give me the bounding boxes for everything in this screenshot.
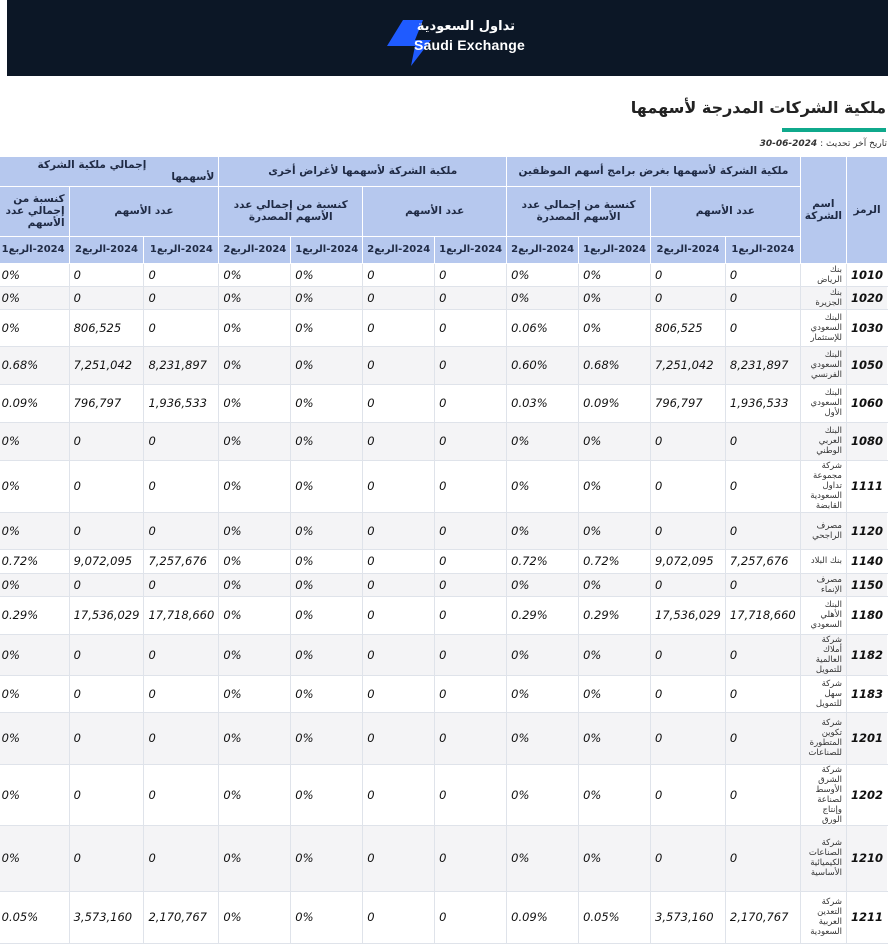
- period-header[interactable]: 2024-الربع2: [651, 236, 726, 263]
- cell-value: 0.72%: [507, 549, 579, 573]
- cell-value: 0%: [219, 422, 291, 460]
- company-code: 1030: [846, 309, 887, 346]
- cell-value: 0%: [219, 263, 291, 286]
- cell-value: 7,251,042: [69, 346, 144, 384]
- company-name[interactable]: شركة تكوين المتطورة للصناعات: [800, 712, 846, 764]
- cell-value: 0.03%: [507, 384, 579, 422]
- cell-value: 0: [651, 512, 726, 549]
- cell-value: 0%: [291, 891, 363, 943]
- company-name[interactable]: البنك السعودي للإستثمار: [800, 309, 846, 346]
- company-code: 1120: [846, 512, 887, 549]
- cell-value: 0: [144, 712, 219, 764]
- cell-value: 0%: [291, 634, 363, 675]
- cell-value: 0: [725, 512, 800, 549]
- cell-value: 0%: [507, 634, 579, 675]
- cell-value: 0%: [0, 675, 69, 712]
- cell-value: 0%: [291, 384, 363, 422]
- cell-value: 0: [69, 512, 144, 549]
- company-name[interactable]: شركة التعدين العربية السعودية: [800, 891, 846, 943]
- cell-value: 0%: [219, 712, 291, 764]
- cell-value: 0%: [0, 286, 69, 309]
- cell-value: 0: [363, 712, 435, 764]
- cell-value: 0: [725, 764, 800, 825]
- cell-value: 0: [651, 460, 726, 512]
- cell-value: 0: [725, 712, 800, 764]
- period-header[interactable]: 2024-الربع2: [219, 236, 291, 263]
- company-code: 1183: [846, 675, 887, 712]
- cell-value: 0%: [579, 309, 651, 346]
- table-row: [0, 573, 888, 596]
- cell-value: 0.29%: [507, 596, 579, 634]
- company-name[interactable]: بنك الرياض: [800, 263, 846, 286]
- cell-value: 0: [144, 675, 219, 712]
- cell-value: 0: [69, 675, 144, 712]
- cell-value: 0: [363, 309, 435, 346]
- cell-value: 0: [144, 286, 219, 309]
- cell-value: 0%: [219, 764, 291, 825]
- period-header[interactable]: 2024-الربع1: [144, 236, 219, 263]
- company-name[interactable]: البنك العربي الوطني: [800, 422, 846, 460]
- cell-value: 0: [651, 422, 726, 460]
- cell-value: 0%: [291, 675, 363, 712]
- cell-value: 0: [144, 634, 219, 675]
- col-name-header[interactable]: اسم الشركة: [800, 157, 846, 263]
- ownership-table-wrapper[interactable]: [0, 157, 888, 944]
- company-name[interactable]: شركة مجموعة تداول السعودية القابضة: [800, 460, 846, 512]
- cell-value: 0.09%: [0, 384, 69, 422]
- company-code: 1182: [846, 634, 887, 675]
- cell-value: 0%: [579, 512, 651, 549]
- company-code: 1210: [846, 825, 887, 891]
- cell-value: 0: [363, 384, 435, 422]
- cell-value: 0: [651, 263, 726, 286]
- cell-value: 0%: [579, 764, 651, 825]
- cell-value: 0%: [219, 891, 291, 943]
- cell-value: 0: [435, 460, 507, 512]
- site-header: [7, 0, 888, 76]
- cell-value: 0: [363, 891, 435, 943]
- period-header[interactable]: 2024-الربع1: [0, 236, 69, 263]
- cell-value: 806,525: [651, 309, 726, 346]
- table-row: [0, 675, 888, 712]
- company-name[interactable]: شركة الصناعات الكيميائية الأساسية: [800, 825, 846, 891]
- period-header[interactable]: 2024-الربع2: [507, 236, 579, 263]
- cell-value: 0%: [219, 309, 291, 346]
- cell-value: 0%: [291, 346, 363, 384]
- group-header-total: إجمالي ملكية الشركة لأسهمها: [0, 157, 219, 186]
- cell-value: 0: [435, 286, 507, 309]
- company-code: 1111: [846, 460, 887, 512]
- cell-value: 0%: [579, 286, 651, 309]
- sub-pct-employees: كنسبة من إجمالي عدد الأسهم المصدرة: [507, 186, 651, 236]
- table-row: [0, 596, 888, 634]
- company-code: 1180: [846, 596, 887, 634]
- cell-value: 0.09%: [507, 891, 579, 943]
- cell-value: 0: [363, 512, 435, 549]
- cell-value: 0: [435, 263, 507, 286]
- cell-value: 0: [144, 573, 219, 596]
- cell-value: 0: [69, 825, 144, 891]
- cell-value: 0: [144, 460, 219, 512]
- cell-value: 0%: [0, 460, 69, 512]
- cell-value: 0: [69, 573, 144, 596]
- sub-count-other: عدد الأسهم: [363, 186, 507, 236]
- company-name[interactable]: مصرف الإنماء: [800, 573, 846, 596]
- cell-value: 0%: [579, 422, 651, 460]
- cell-value: 0%: [291, 573, 363, 596]
- cell-value: 0: [435, 825, 507, 891]
- cell-value: 0: [69, 422, 144, 460]
- cell-value: 7,251,042: [651, 346, 726, 384]
- cell-value: 0%: [0, 825, 69, 891]
- company-code: 1050: [846, 346, 887, 384]
- company-code: 1211: [846, 891, 887, 943]
- cell-value: 0: [435, 712, 507, 764]
- saudi-exchange-logo[interactable]: [385, 16, 525, 68]
- cell-value: 0%: [291, 596, 363, 634]
- cell-value: 0%: [291, 825, 363, 891]
- cell-value: 0%: [507, 825, 579, 891]
- cell-value: 0.72%: [579, 549, 651, 573]
- cell-value: 0: [69, 764, 144, 825]
- cell-value: 0%: [507, 286, 579, 309]
- table-row: [0, 384, 888, 422]
- logo-arabic-text: تداول السعودية: [416, 19, 515, 34]
- company-code: 1060: [846, 384, 887, 422]
- cell-value: 796,797: [69, 384, 144, 422]
- cell-value: 0: [725, 573, 800, 596]
- cell-value: 0%: [291, 422, 363, 460]
- cell-value: 0.68%: [0, 346, 69, 384]
- table-body: [0, 263, 888, 943]
- table-row: [0, 712, 888, 764]
- cell-value: 0: [69, 286, 144, 309]
- cell-value: 796,797: [651, 384, 726, 422]
- cell-value: 0: [144, 764, 219, 825]
- cell-value: 17,718,660: [144, 596, 219, 634]
- period-header[interactable]: 2024-الربع1: [725, 236, 800, 263]
- cell-value: 0: [651, 573, 726, 596]
- cell-value: 0: [435, 764, 507, 825]
- cell-value: 0%: [291, 263, 363, 286]
- cell-value: 0: [435, 549, 507, 573]
- last-update: [760, 139, 887, 149]
- cell-value: 0: [651, 712, 726, 764]
- cell-value: 8,231,897: [725, 346, 800, 384]
- cell-value: 17,536,029: [69, 596, 144, 634]
- cell-value: 0: [144, 422, 219, 460]
- company-code: 1010: [846, 263, 887, 286]
- cell-value: 0: [69, 712, 144, 764]
- sub-count-total: عدد الأسهم: [69, 186, 219, 236]
- cell-value: 7,257,676: [725, 549, 800, 573]
- table-row: [0, 825, 888, 891]
- cell-value: 0: [363, 596, 435, 634]
- cell-value: 0.05%: [0, 891, 69, 943]
- table-row: [0, 263, 888, 286]
- cell-value: 0%: [291, 460, 363, 512]
- cell-value: 0: [144, 263, 219, 286]
- cell-value: 0%: [0, 634, 69, 675]
- cell-value: 0.29%: [0, 596, 69, 634]
- cell-value: 0%: [507, 573, 579, 596]
- company-name[interactable]: البنك السعودي الفرنسي: [800, 346, 846, 384]
- cell-value: 2,170,767: [725, 891, 800, 943]
- cell-value: 0: [725, 675, 800, 712]
- cell-value: 0: [725, 634, 800, 675]
- cell-value: 0%: [507, 460, 579, 512]
- table-row: [0, 549, 888, 573]
- ownership-table: [0, 157, 888, 944]
- cell-value: 0%: [291, 309, 363, 346]
- cell-value: 0: [651, 634, 726, 675]
- cell-value: 0: [435, 346, 507, 384]
- cell-value: 0: [363, 675, 435, 712]
- cell-value: 0: [144, 512, 219, 549]
- cell-value: 0%: [579, 712, 651, 764]
- cell-value: 0%: [579, 573, 651, 596]
- cell-value: 9,072,095: [651, 549, 726, 573]
- period-header[interactable]: 2024-الربع1: [579, 236, 651, 263]
- cell-value: 0%: [0, 512, 69, 549]
- period-header[interactable]: 2024-الربع1: [291, 236, 363, 263]
- update-label: تاريخ آخر تحديث :: [817, 139, 887, 149]
- period-header[interactable]: 2024-الربع2: [69, 236, 144, 263]
- group-header-employees: ملكية الشركة لأسهمها بغرض برامج أسهم الموظفين: [507, 157, 801, 186]
- table-row: [0, 460, 888, 512]
- cell-value: 0%: [0, 422, 69, 460]
- cell-value: 0: [69, 634, 144, 675]
- period-header[interactable]: 2024-الربع2: [363, 236, 435, 263]
- cell-value: 806,525: [69, 309, 144, 346]
- cell-value: 0: [363, 263, 435, 286]
- cell-value: 0: [435, 573, 507, 596]
- sub-count-employees: عدد الأسهم: [651, 186, 801, 236]
- cell-value: 0%: [219, 825, 291, 891]
- cell-value: 0%: [579, 675, 651, 712]
- cell-value: 9,072,095: [69, 549, 144, 573]
- cell-value: 0: [651, 825, 726, 891]
- cell-value: 0: [144, 825, 219, 891]
- cell-value: 0: [725, 309, 800, 346]
- cell-value: 0: [69, 460, 144, 512]
- cell-value: 0%: [291, 549, 363, 573]
- cell-value: 17,718,660: [725, 596, 800, 634]
- cell-value: 0: [651, 286, 726, 309]
- col-code-header[interactable]: الرمز: [846, 157, 887, 263]
- cell-value: 0%: [291, 712, 363, 764]
- table-row: [0, 309, 888, 346]
- cell-value: 0%: [219, 286, 291, 309]
- cell-value: 0.29%: [579, 596, 651, 634]
- cell-value: 1,936,533: [144, 384, 219, 422]
- cell-value: 0: [435, 596, 507, 634]
- cell-value: 0%: [219, 573, 291, 596]
- logo-english-text: Saudi Exchange: [414, 37, 525, 53]
- cell-value: 0%: [0, 764, 69, 825]
- cell-value: 0: [435, 675, 507, 712]
- company-name[interactable]: شركة الشرق الأوسط لصناعة وإنتاج الورق: [800, 764, 846, 825]
- cell-value: 0: [725, 825, 800, 891]
- cell-value: 0: [363, 286, 435, 309]
- cell-value: 0.05%: [579, 891, 651, 943]
- sub-pct-total: كنسبة من إجمالي عدد الأسهم: [0, 186, 69, 236]
- table-row: [0, 286, 888, 309]
- cell-value: 0.68%: [579, 346, 651, 384]
- cell-value: 0%: [579, 825, 651, 891]
- company-name[interactable]: شركة سهل للتمويل: [800, 675, 846, 712]
- cell-value: 8,231,897: [144, 346, 219, 384]
- cell-value: 0%: [579, 263, 651, 286]
- table-row: [0, 891, 888, 943]
- cell-value: 0%: [507, 675, 579, 712]
- cell-value: 0: [69, 263, 144, 286]
- cell-value: 0: [435, 634, 507, 675]
- cell-value: 17,536,029: [651, 596, 726, 634]
- cell-value: 0: [435, 422, 507, 460]
- cell-value: 0%: [507, 764, 579, 825]
- cell-value: 0%: [0, 309, 69, 346]
- table-row: [0, 512, 888, 549]
- cell-value: 0%: [219, 596, 291, 634]
- cell-value: 0: [363, 460, 435, 512]
- company-code: 1020: [846, 286, 887, 309]
- table-row: [0, 764, 888, 825]
- company-code: 1140: [846, 549, 887, 573]
- cell-value: 0%: [507, 512, 579, 549]
- cell-value: 0%: [507, 422, 579, 460]
- cell-value: 0: [435, 512, 507, 549]
- cell-value: 0%: [219, 634, 291, 675]
- cell-value: 0%: [579, 634, 651, 675]
- company-name[interactable]: مصرف الراجحي: [800, 512, 846, 549]
- company-name[interactable]: البنك الأهلي السعودي: [800, 596, 846, 634]
- company-name[interactable]: شركة أملاك العالمية للتمويل: [800, 634, 846, 675]
- cell-value: 0: [435, 309, 507, 346]
- company-code: 1150: [846, 573, 887, 596]
- cell-value: 0: [725, 422, 800, 460]
- title-underline: [782, 128, 886, 132]
- cell-value: 0%: [219, 512, 291, 549]
- cell-value: 0.72%: [0, 549, 69, 573]
- table-row: [0, 634, 888, 675]
- cell-value: 0%: [507, 263, 579, 286]
- period-header[interactable]: 2024-الربع1: [435, 236, 507, 263]
- update-value: 2024-06-30: [759, 139, 818, 149]
- table-row: [0, 422, 888, 460]
- cell-value: 0%: [219, 675, 291, 712]
- cell-value: 0.09%: [579, 384, 651, 422]
- cell-value: 0%: [219, 346, 291, 384]
- cell-value: 0%: [219, 384, 291, 422]
- cell-value: 0%: [579, 460, 651, 512]
- company-code: 1201: [846, 712, 887, 764]
- cell-value: 0: [363, 573, 435, 596]
- cell-value: 2,170,767: [144, 891, 219, 943]
- cell-value: 0%: [291, 286, 363, 309]
- cell-value: 0: [725, 460, 800, 512]
- cell-value: 0%: [219, 460, 291, 512]
- group-header-other: ملكية الشركة لأسهمها لأغراض أخرى: [219, 157, 507, 186]
- cell-value: 0: [363, 346, 435, 384]
- cell-value: 0%: [0, 263, 69, 286]
- company-name[interactable]: البنك السعودي الأول: [800, 384, 846, 422]
- company-name[interactable]: بنك الجزيرة: [800, 286, 846, 309]
- company-code: 1080: [846, 422, 887, 460]
- company-code: 1202: [846, 764, 887, 825]
- cell-value: 3,573,160: [651, 891, 726, 943]
- cell-value: 0: [435, 384, 507, 422]
- cell-value: 0: [144, 309, 219, 346]
- page-title: ملكية الشركات المدرجة لأسهمها: [630, 98, 886, 117]
- cell-value: 0: [363, 549, 435, 573]
- table-row: [0, 346, 888, 384]
- cell-value: 0: [725, 263, 800, 286]
- cell-value: 0.06%: [507, 309, 579, 346]
- cell-value: 7,257,676: [144, 549, 219, 573]
- cell-value: 0: [651, 675, 726, 712]
- cell-value: 0%: [0, 712, 69, 764]
- cell-value: 0%: [219, 549, 291, 573]
- cell-value: 0: [363, 422, 435, 460]
- cell-value: 0: [363, 764, 435, 825]
- cell-value: 0: [435, 891, 507, 943]
- cell-value: 0%: [507, 712, 579, 764]
- cell-value: 0: [363, 825, 435, 891]
- cell-value: 1,936,533: [725, 384, 800, 422]
- cell-value: 0%: [0, 573, 69, 596]
- cell-value: 0%: [291, 512, 363, 549]
- cell-value: 0%: [291, 764, 363, 825]
- cell-value: 0: [363, 634, 435, 675]
- cell-value: 0: [651, 764, 726, 825]
- sub-pct-other: كنسبة من إجمالي عدد الأسهم المصدرة: [219, 186, 363, 236]
- company-name[interactable]: بنك البلاد: [800, 549, 846, 573]
- cell-value: 0: [725, 286, 800, 309]
- cell-value: 3,573,160: [69, 891, 144, 943]
- cell-value: 0.60%: [507, 346, 579, 384]
